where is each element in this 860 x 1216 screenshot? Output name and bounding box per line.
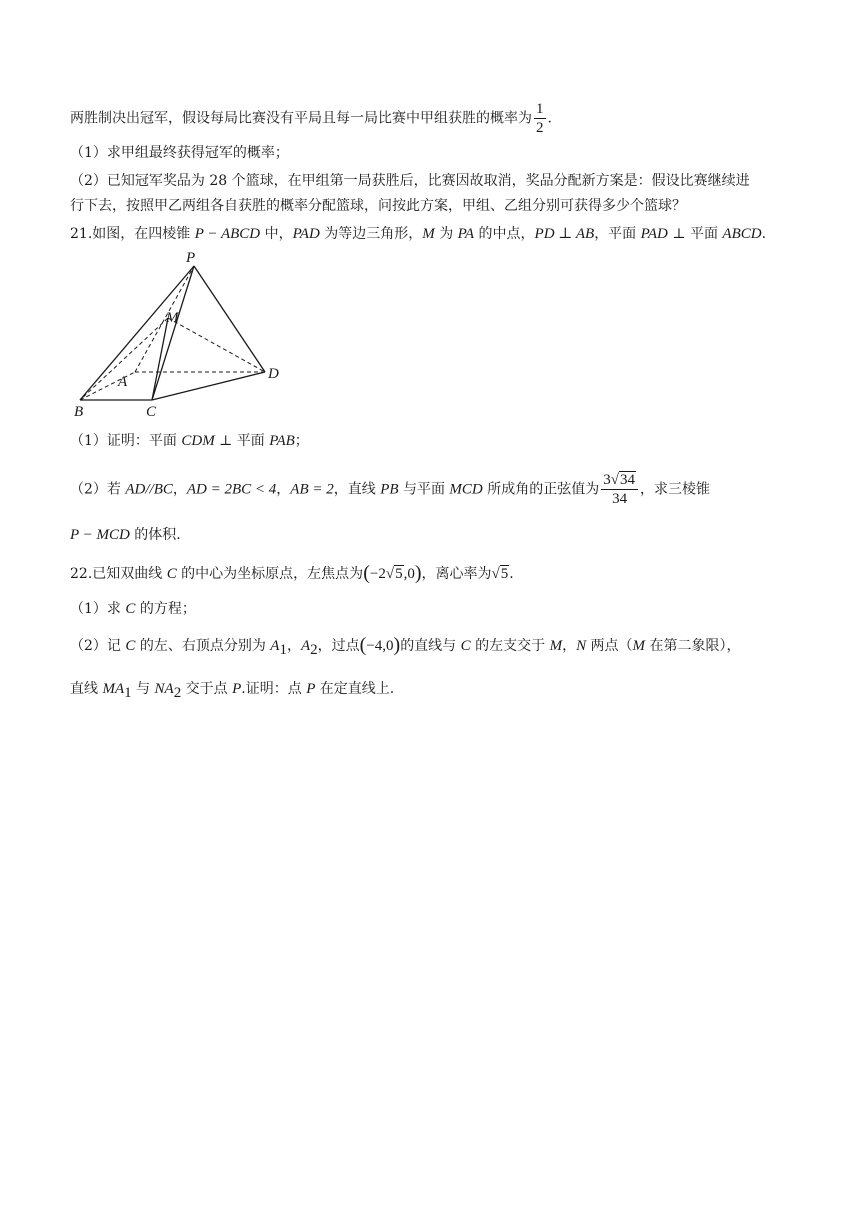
q20-part2-line1: （2）已知冠军奖品为 28 个篮球，在甲组第一局获胜后，比赛因故取消，奖品分配新方案是：假设比赛继续进 — [70, 173, 750, 189]
q20-probability-fraction: $\frac{1}{2}$ — [536, 101, 544, 136]
vertex-label-a: A — [118, 374, 128, 390]
vertex-label-c: C — [146, 404, 157, 420]
q21-part2-line1: （2）若 AD//BC，AD = 2BC < 4，AB = 2，直线 PB 与平面 MCD 所成角的正弦值为 $\frac{3√34}{34}$ ，求三棱锥 — [70, 472, 710, 507]
q22-stem: 22.已知双曲线 C 的中心为坐标原点，左焦点为(−2√5,0)，离心率为√5. — [70, 562, 514, 584]
q21-part1: （1）证明：平面 CDM ⊥ 平面 PAB； — [70, 433, 309, 449]
q20-part1: （1）求甲组最终获得冠军的概率； — [70, 145, 289, 161]
q20-part2-line2: 行下去，按照甲乙两组各自获胜的概率分配篮球，问按此方案，甲组、乙组分别可获得多少个篮球？ — [70, 198, 686, 214]
pyramid-figure — [70, 248, 300, 423]
sine-value-fraction: $\frac{3√34}{34}$ — [601, 471, 638, 508]
q21-stem: 21.如图，在四棱锥 P − ABCD 中，PAD 为等边三角形，M 为 PA 的中点，PD ⊥ AB，平面 PAD ⊥ 平面 ABCD. — [70, 226, 767, 242]
edge-pd — [194, 266, 265, 372]
vertex-label-m: M — [166, 310, 179, 326]
edge-cd — [152, 372, 265, 400]
q22-part2-line2: 直线 $MA_1$ 与 $NA_2$ 交于点 P.证明：点 P 在定直线上. — [70, 681, 395, 701]
q21-part2-line2: P − MCD 的体积. — [70, 527, 181, 543]
vertex-label-b: B — [74, 404, 84, 420]
q22-part1: （1）求 C 的方程； — [70, 601, 196, 617]
q20-intro-text: 两胜制决出冠军，假设每局比赛没有平局且每一局比赛中甲组获胜的概率为 — [70, 110, 532, 127]
vertex-label-p: P — [186, 250, 196, 266]
edge-cm — [152, 318, 168, 400]
vertex-label-d: D — [268, 366, 279, 382]
edge-pa — [135, 266, 194, 372]
edge-md — [168, 318, 265, 372]
q20-intro-line: 两胜制决出冠军，假设每局比赛没有平局且每一局比赛中甲组获胜的概率为 $\frac{1}{2}$ . — [70, 101, 552, 136]
q22-part2-line1: （2）记 C 的左、右顶点分别为 $A_1$，$A_2$，过点(−4,0)的直线与 C 的左支交于 M，N 两点（M 在第二象限）， — [70, 634, 741, 658]
edge-pb — [80, 266, 194, 400]
